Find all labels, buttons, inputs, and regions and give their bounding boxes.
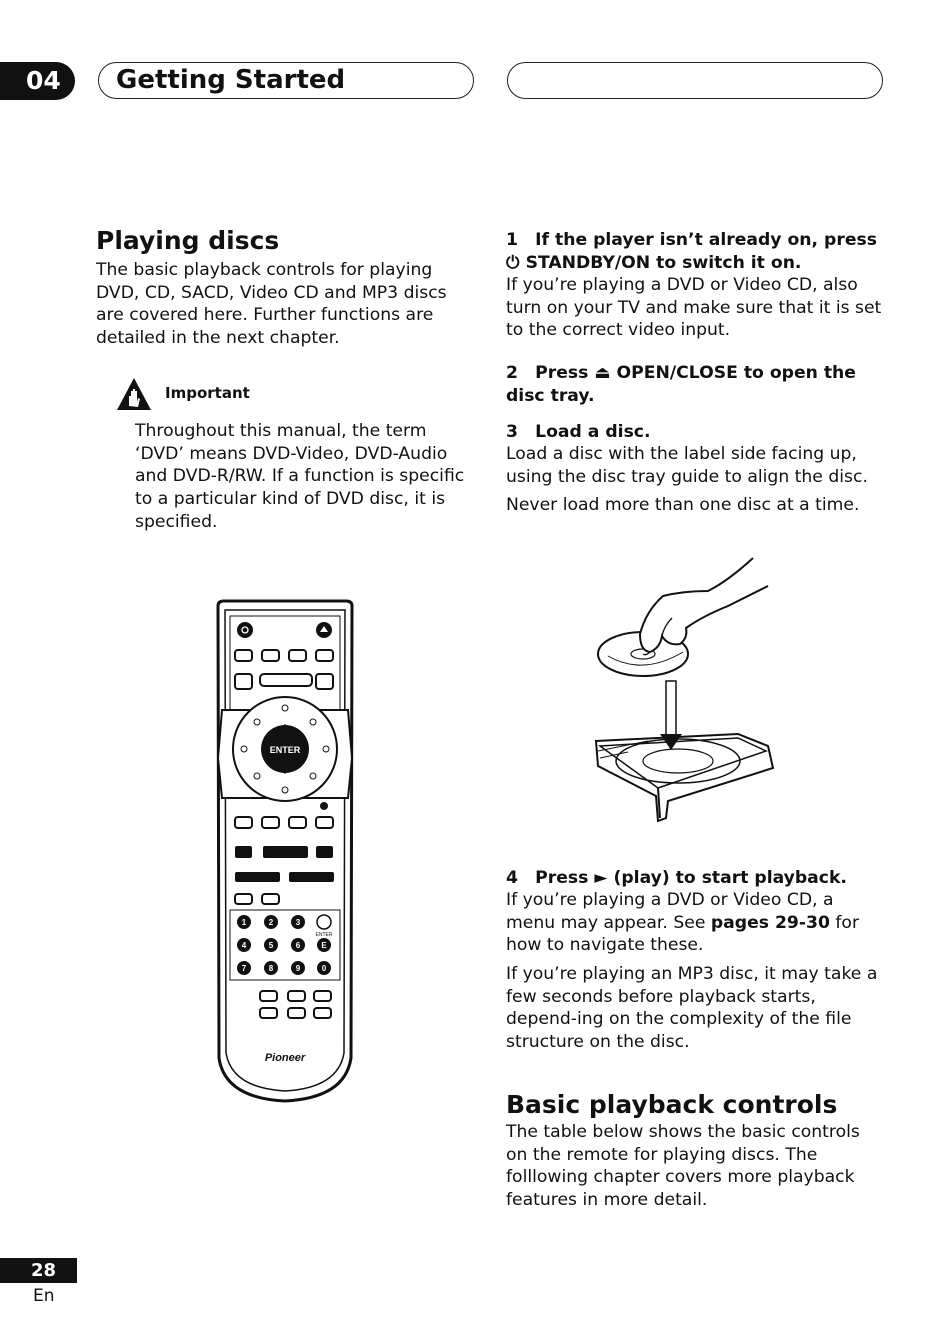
step-2-title: 2 Press ⏏ OPEN/CLOSE to open the disc tray. — [506, 363, 856, 406]
step-3-note: Never load more than one disc at a time. — [506, 495, 860, 515]
remote-key-8: 8 — [268, 964, 274, 973]
remote-key-5: 5 — [268, 941, 274, 950]
step-3-text: Load a disc with the label side facing up, using the disc tray guide to align the disc. — [506, 444, 868, 487]
remote-control-illustration — [210, 598, 360, 1103]
remote-enter-small-label: ENTER — [315, 932, 333, 938]
intro-paragraph: The basic playback controls for playing DVD, CD, SACD, Video CD and MP3 discs are covered here. Further functions are detailed in the next chapter. — [96, 260, 447, 349]
page-number: 28 — [0, 1258, 77, 1283]
remote-key-e: E — [321, 941, 327, 950]
remote-key-2: 2 — [268, 918, 274, 927]
step-3-title: 3 Load a disc. — [506, 422, 651, 442]
step-1-text: If you’re playing a DVD or Video CD, also turn on your TV and make sure that it is set to the correct video input. — [506, 275, 882, 341]
step-1-title: 1 If the player isn’t already on, press ⏻ STANDBY/ON to switch it on. — [506, 230, 877, 273]
remote-enter-label: ENTER — [269, 745, 301, 755]
step-4-note: If you’re playing an MP3 disc, it may take a few seconds before playback starts, depend-ing on the complexity of the file structure on the disc. — [506, 964, 878, 1053]
remote-key-6: 6 — [295, 941, 301, 950]
important-hand-icon — [116, 376, 152, 412]
pages-reference: pages 29-30 — [710, 912, 830, 933]
header-empty-frame — [507, 62, 883, 99]
chapter-title: Getting Started — [116, 65, 346, 95]
important-text: Throughout this manual, the term ‘DVD’ means DVD-Video, DVD-Audio and DVD-R/RW. If a function is specific to a particular kind of DVD disc, it is specified. — [135, 421, 465, 532]
remote-key-3: 3 — [295, 918, 301, 927]
step-4-text: If you’re playing a DVD or Video CD, a menu may appear. See pages 29-30 for how to navigate these. — [506, 890, 860, 956]
page-language: En — [33, 1286, 55, 1306]
section-heading-basic-playback-controls: Basic playback controls — [506, 1090, 838, 1119]
basic-controls-paragraph: The table below shows the basic controls on the remote for playing discs. The folllowing chapter covers more playback features in more detail. — [506, 1122, 860, 1211]
remote-brand-logo: Pioneer — [264, 1052, 306, 1064]
remote-key-4: 4 — [241, 941, 247, 950]
section-heading-playing-discs: Playing discs — [96, 226, 280, 255]
disc-loading-illustration — [588, 556, 788, 826]
chapter-number-tab: 04 — [0, 62, 75, 100]
remote-key-7: 7 — [241, 964, 247, 973]
remote-key-9: 9 — [295, 964, 301, 973]
step-4-title: 4 Press ► (play) to start playback. — [506, 868, 847, 888]
remote-key-0: 0 — [321, 964, 327, 973]
remote-key-1: 1 — [241, 918, 247, 927]
important-label: Important — [165, 384, 250, 402]
